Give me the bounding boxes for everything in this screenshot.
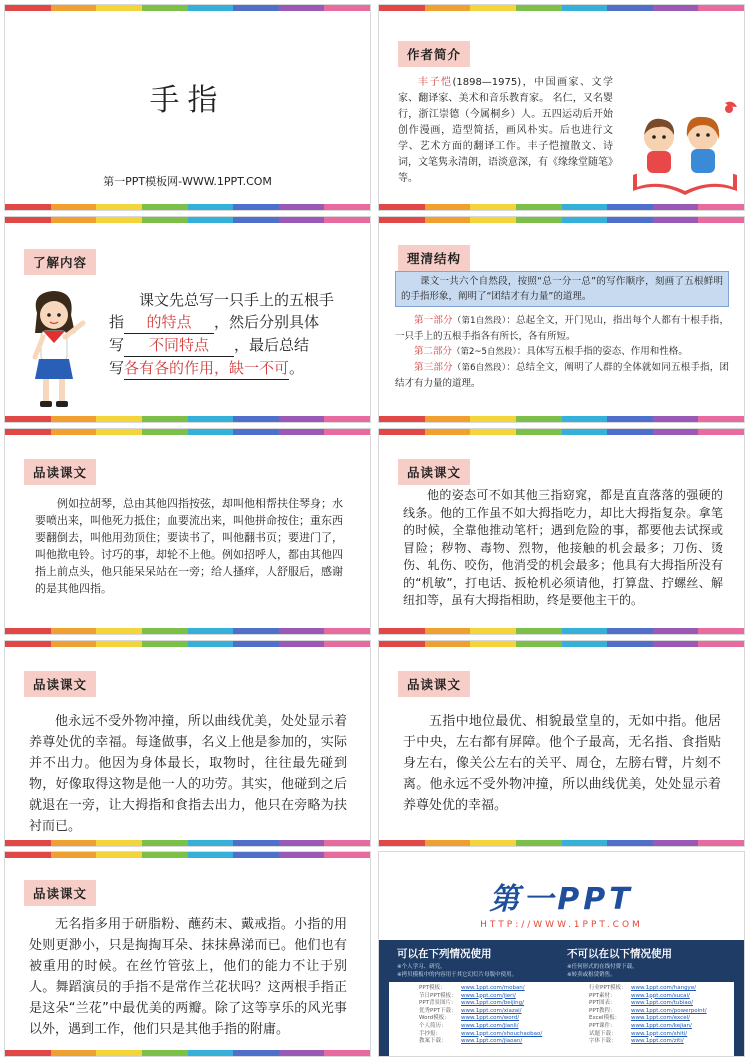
section-tag: 品读课文 xyxy=(24,671,96,697)
section-tag: 品读课文 xyxy=(398,671,470,697)
allowed-note-1: ※个人学习、研究。 xyxy=(397,964,446,970)
bottom-color-stripe xyxy=(379,416,744,422)
link-row[interactable]: PPT图表： www.1ppt.com/tubiao/ xyxy=(589,1000,693,1007)
brand-url: HTTP://WWW.1PPT.COM xyxy=(480,920,643,930)
link-row[interactable]: 手抄报： www.1ppt.com/shouchaobao/ xyxy=(419,1030,543,1037)
link-row[interactable]: PPT素材： www.1ppt.com/sucai/ xyxy=(589,992,690,999)
structure-part-3: 第三部分（第6自然段）：总结全文，阐明了人群的全体就如同五根手指，团结才有力量的道理。 xyxy=(395,362,729,389)
slide-author xyxy=(378,4,745,211)
section-tag: 作者简介 xyxy=(398,41,470,67)
reading-text: 无名指多用于研脂粉、蘸药末、戴戒指。小指的用处则更渺小，只是掏掏耳朵、抹抹鼻涕而已。他们也有被重用的时候。在丝竹管弦上，他们的能力不让于别人。舞蹈演员的手指不是常作兰花状吗？这两根手指正是这朵“兰花”中最优美的两瓣。除了这等享乐的风光事以外，遇到工作，他们只是其他手指的附庸。 xyxy=(29,917,347,1037)
top-color-stripe xyxy=(379,217,744,223)
author-bio xyxy=(398,75,613,187)
slide-reading-middle-b xyxy=(378,640,745,847)
top-color-stripe xyxy=(5,852,370,858)
allowed-heading: 可以在下列情况使用 xyxy=(397,948,492,960)
slide-title-text: 手指 xyxy=(149,83,226,118)
link-row[interactable]: 试题下载： www.1ppt.com/shiti/ xyxy=(589,1030,688,1037)
brand-logo-area xyxy=(379,852,744,940)
bottom-color-stripe xyxy=(5,204,370,210)
overview-line-2: 指 的特点 ，然后分别具体 xyxy=(109,311,359,334)
slide-subtitle: 第一PPT模板网-WWW.1PPT.COM xyxy=(103,175,272,188)
reading-text: 例如拉胡琴，总由其他四指按弦，却叫他相帮扶住琴身；水要喷出来，叫他死力抵住；血要流出来，叫他拼命按住；重东西要翻倒去，叫他用劲顶住；要读书了，叫他翻书页；要进门了，叫他揿电铃。讨巧的事，却轮不上他。例如招呼人，都由其他四指上前点头，他只能呆呆站在一旁；给人搔痒，人舒服后，感谢的是其他四指。 xyxy=(35,497,343,595)
structure-summary-box: 课文一共六个自然段，按照“总一分一总”的写作顺序，刻画了五根鲜明的手指形象，阐明了“团结才有力量”的道理。 xyxy=(395,271,729,307)
slide-reading-ring-pinky xyxy=(4,851,371,1057)
blank-answer-3: 各有各的作用，缺一不可 xyxy=(124,357,289,380)
bottom-color-stripe xyxy=(5,416,370,422)
reading-text: 他的姿态可不如其他三指窈窕，都是直直落落的强硬的线条。他的工作虽不如大拇指吃力，却比大拇指复杂。拿笔的时候，全靠他推动笔杆；遇到危险的事，都要他去试探或冒险；秽物、毒物、烈物，他接触的机会最多；刀伤、烫伤、轧伤、咬伤，他消受的机会最多；他具有大拇指所没有的“机敏”，打电话、扳枪机必须请他，打算盘、拧螺丝、解纽扣等，虽有大拇指相助，终是要他主干的。 xyxy=(403,488,723,607)
structure-parts xyxy=(395,313,729,391)
forbidden-heading: 不可以在以下情况使用 xyxy=(567,948,672,960)
slide-reading-middle-a xyxy=(4,640,371,847)
overview-line-3: 写 不同特点 ，最后总结 xyxy=(109,334,359,357)
link-row[interactable]: 优秀PPT下载： www.1ppt.com/xiazai/ xyxy=(419,1007,522,1014)
children-reading-illustration xyxy=(629,95,741,200)
forbidden-note-1: ※任何形式的在线付费下载。 xyxy=(567,964,638,970)
section-tag: 品读课文 xyxy=(24,459,96,485)
link-row[interactable]: 教案下载： www.1ppt.com/jiaoan/ xyxy=(419,1038,523,1045)
slide-reading-index xyxy=(378,428,745,635)
structure-part-1: 第一部分（第1自然段）：总起全文，开门见山，指出每个人都有十根手指，一只手上的五根手指各有所长，各有所短。 xyxy=(395,315,729,342)
reading-text: 五指中地位最优、相貌最堂皇的，无如中指。他居于中央，左右都有屏障。他个子最高，无名指、食指贴身左右，像关公左右的关平、周仓，左膀右臂，片刻不离。他永远不受外物冲撞，所以曲线优美，处处显示着养尊处优的幸福。 xyxy=(403,714,721,813)
bottom-color-stripe xyxy=(5,840,370,846)
blank-answer-1: 的特点 xyxy=(124,311,214,334)
top-color-stripe xyxy=(379,429,744,435)
link-row[interactable]: PPT教程： www.1ppt.com/powerpoint/ xyxy=(589,1007,707,1014)
slide-title xyxy=(4,4,371,211)
link-row[interactable]: Excel模板： www.1ppt.com/excel/ xyxy=(589,1015,690,1022)
link-row[interactable]: 节日PPT模板： www.1ppt.com/jieri/ xyxy=(419,992,516,999)
author-bio-text: (1898—1975)，中国画家、文学家、翻译家、美术和音乐教育家。 名仁，又名婴行，浙江崇德（今属桐乡）人。五四运动后开始创作漫画，造型简括，画风朴实。后也进行文学、艺术方面的翻译工作。丰子恺擅散文、诗词，文笔隽永清朗，语淡意深，有《缘缘堂随笔》等。 xyxy=(398,77,614,184)
slide-content-overview xyxy=(4,216,371,423)
girl-pointing-illustration xyxy=(21,285,91,415)
top-color-stripe xyxy=(5,217,370,223)
brand-logo: 第一PPT xyxy=(489,882,634,917)
top-color-stripe xyxy=(5,429,370,435)
bottom-color-stripe xyxy=(379,840,744,846)
bottom-color-stripe xyxy=(5,628,370,634)
link-row[interactable]: Word模板： www.1ppt.com/word/ xyxy=(419,1015,520,1022)
right-link-column xyxy=(589,985,707,1046)
left-link-column xyxy=(419,985,542,1046)
section-tag: 品读课文 xyxy=(398,459,470,485)
allowed-note-2: ※拷贝模板中的内容用于其它幻灯片母版中使用。 xyxy=(397,972,518,978)
reading-text: 他永远不受外物冲撞，所以曲线优美，处处显示着养尊处优的幸福。每逢做事，名义上他是参加的，实际并不出力。他因为身体最长，取物时，往往最先碰到物，好像取得这物是他一人的功劳。其实，他碰到之后就退在一旁，让大拇指和食指去出力，他只在旁略为扶衬而已。 xyxy=(29,714,347,834)
slide-copyright xyxy=(378,851,745,1057)
blank-answer-2: 不同特点 xyxy=(124,334,234,357)
link-row[interactable]: 行业PPT模板： www.1ppt.com/hangye/ xyxy=(589,985,697,991)
top-color-stripe xyxy=(379,641,744,647)
structure-part-2: 第二部分（第2~5自然段）：具体写五根手指的姿态、作用和性格。 xyxy=(414,346,688,357)
link-row[interactable]: 字体下载： www.1ppt.com/ziti/ xyxy=(589,1038,684,1045)
top-color-stripe xyxy=(379,5,744,11)
link-row[interactable]: PPT背景图片： www.1ppt.com/beijing/ xyxy=(419,1000,525,1007)
slide-structure xyxy=(378,216,745,423)
license-panel xyxy=(379,940,744,1056)
slide-reading-thumb xyxy=(4,428,371,635)
overview-line-1: 课文先总写一只手上的五根手 xyxy=(139,291,335,309)
link-row[interactable]: PPT模板： www.1ppt.com/moban/ xyxy=(419,985,525,991)
forbidden-note-2: ※转卖或租赁销售。 xyxy=(567,972,616,978)
bottom-color-stripe xyxy=(5,1050,370,1056)
overview-line-4: 写各有各的作用，缺一不可。 xyxy=(109,357,359,380)
resource-links-box xyxy=(389,982,734,1056)
bottom-color-stripe xyxy=(379,204,744,210)
top-color-stripe xyxy=(5,641,370,647)
author-name: 丰子恺 xyxy=(418,77,453,88)
link-row[interactable]: 个人简历： www.1ppt.com/jianli/ xyxy=(419,1022,519,1029)
top-color-stripe xyxy=(5,5,370,11)
bottom-color-stripe xyxy=(379,628,744,634)
section-tag: 了解内容 xyxy=(24,249,96,275)
link-row[interactable]: PPT课件： www.1ppt.com/kejian/ xyxy=(589,1022,692,1029)
overview-paragraph xyxy=(109,289,359,380)
section-tag: 品读课文 xyxy=(24,880,96,906)
section-tag: 理清结构 xyxy=(398,245,470,271)
